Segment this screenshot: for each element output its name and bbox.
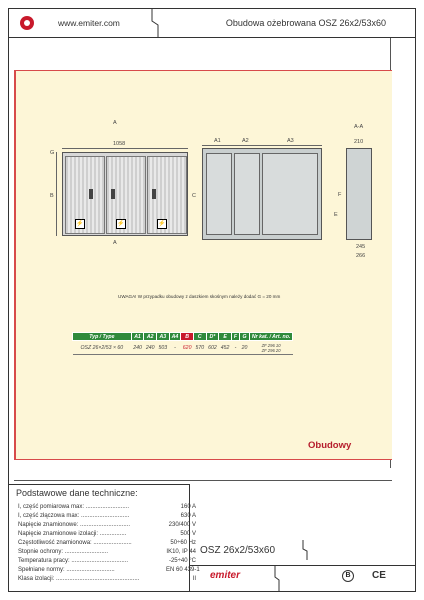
tech-label: Temperatura pracy: .................................. xyxy=(18,558,129,564)
tech-label: Częstotliwość znamionowa: ....................... xyxy=(18,540,132,546)
section-a1 xyxy=(206,153,232,235)
page-header xyxy=(8,8,416,38)
dim-label-a2: A2 xyxy=(242,138,249,144)
cabinet-section-view xyxy=(202,148,322,240)
warning-icon: ⚡ xyxy=(76,221,84,227)
tech-row xyxy=(18,567,200,573)
emiter-logo-icon xyxy=(20,16,34,30)
column-header: F xyxy=(231,333,239,341)
tech-row xyxy=(18,558,196,564)
door-lock-left xyxy=(89,189,93,199)
cabinet-aa-view xyxy=(346,148,372,240)
tech-value: IK10, IP 44 xyxy=(166,549,196,555)
dim-label-210: 210 xyxy=(354,139,364,145)
tech-value: 160 A xyxy=(180,504,196,510)
panel-divider xyxy=(14,480,392,481)
door-lock-right xyxy=(152,189,156,199)
tech-label: I, część złączowa max: ............................. xyxy=(18,513,130,519)
tech-label: Spełniane normy: ............................. xyxy=(18,567,115,573)
dim-label-245: 245 xyxy=(356,244,366,250)
b-certificate-icon: B xyxy=(342,570,354,582)
column-header: G xyxy=(240,333,250,341)
dim-label-a-top: A xyxy=(113,120,117,126)
table-cell: 503 xyxy=(157,341,170,355)
table-cell: - xyxy=(169,341,181,355)
table-cell-codes xyxy=(249,341,292,355)
column-header: Typ / Type xyxy=(73,333,132,341)
dim-label-f: F xyxy=(338,192,342,198)
article-code: ZF 296 20 xyxy=(261,347,281,353)
dim-label-g: G xyxy=(50,150,55,156)
table-cell: 20 xyxy=(240,341,250,355)
tech-label: Klasa izolacji: .................................................. xyxy=(18,576,140,582)
section-a3 xyxy=(262,153,318,235)
tech-value: 230/400 V xyxy=(168,522,196,528)
column-header: E xyxy=(219,333,232,341)
dim-label-b: B xyxy=(50,193,54,199)
tech-row xyxy=(18,531,196,537)
spec-table xyxy=(72,332,293,355)
tech-value: 630 A xyxy=(180,513,196,519)
table-cell: 240 xyxy=(144,341,157,355)
dim-label-front-width: 1058 xyxy=(113,141,126,147)
product-name: OSZ 26x2/53x60 xyxy=(200,545,276,556)
dim-label-a-bottom: A xyxy=(113,240,117,246)
door-lock-middle xyxy=(111,189,115,199)
dim-label-e: E xyxy=(334,212,338,218)
cabinet-door-left xyxy=(65,156,105,234)
dim-label-266: 266 xyxy=(356,253,366,259)
tech-label: Napięcie znamionowe izolacji: ................ xyxy=(18,531,127,537)
tech-label: Stopnie ochrony: .......................... xyxy=(18,549,109,555)
tech-label: Napięcie znamionowe: .............................. xyxy=(18,522,131,528)
header-divider-zigzag xyxy=(148,8,162,38)
website-link[interactable]: www.emiter.com xyxy=(58,18,120,28)
tech-label: I, część pomiarowa max: .......................... xyxy=(18,504,130,510)
emiter-brand-logo: emiter xyxy=(210,570,241,581)
dim-line-front-height xyxy=(56,152,57,236)
footer-divider-zigzag xyxy=(272,565,282,592)
table-cell-type: OSZ 26×2/53 × 60 xyxy=(73,341,132,355)
tech-row xyxy=(18,540,196,546)
tech-title: Podstawowe dane techniczne: xyxy=(16,488,138,498)
tech-row xyxy=(18,504,196,510)
column-header: A1 xyxy=(131,333,144,341)
table-cell: 452 xyxy=(219,341,232,355)
dim-line-sections xyxy=(202,145,322,146)
dim-label-a3: A3 xyxy=(287,138,294,144)
tech-value: II xyxy=(192,576,196,582)
drawing-panel xyxy=(14,70,392,460)
dim-label-a1: A1 xyxy=(214,138,221,144)
dim-label-c: C xyxy=(192,193,196,199)
tech-row xyxy=(18,513,196,519)
footer-divider xyxy=(190,565,416,566)
tech-value: 50÷60 Hz xyxy=(170,540,196,546)
section-a2 xyxy=(234,153,260,235)
tech-value: 500 V xyxy=(180,531,196,537)
tech-row xyxy=(18,576,196,582)
cabinet-front-view xyxy=(62,152,188,236)
dim-line-front-width xyxy=(62,148,188,149)
column-header: Nr kat. / Art. no. xyxy=(249,333,292,341)
table-cell: - xyxy=(231,341,239,355)
document-title: Obudowa ożebrowana OSZ 26x2/53x60 xyxy=(225,18,386,28)
table-cell: 620 xyxy=(181,341,194,355)
column-header: A4 xyxy=(169,333,181,341)
column-header: B xyxy=(181,333,194,341)
column-header: A3 xyxy=(157,333,170,341)
table-cell: 602 xyxy=(206,341,219,355)
article-code: ZF 296 10 xyxy=(261,342,281,348)
warning-icon: ⚡ xyxy=(158,221,166,227)
column-header: C xyxy=(193,333,206,341)
table-cell: 240 xyxy=(131,341,144,355)
table-header-row xyxy=(73,333,293,341)
table-row xyxy=(73,341,293,355)
column-header: D* xyxy=(206,333,219,341)
dim-label-aa: A-A xyxy=(354,124,364,130)
product-divider-zigzag xyxy=(300,540,310,560)
ce-mark-icon: CE xyxy=(372,570,386,581)
drawing-note: UWAGA! W przypadku obudowy z daszkiem skośnym należy dodać G = 20 mm xyxy=(118,294,281,299)
warning-icon: ⚡ xyxy=(117,221,125,227)
tech-row xyxy=(18,522,196,528)
tech-row xyxy=(18,549,196,555)
section-label: Obudowy xyxy=(308,440,352,451)
tech-value: -25÷40 °C xyxy=(168,558,196,564)
technical-data-box xyxy=(8,484,200,592)
column-header: A2 xyxy=(144,333,157,341)
tech-value: EN 60 439-1 xyxy=(166,567,200,573)
table-cell: 570 xyxy=(193,341,206,355)
